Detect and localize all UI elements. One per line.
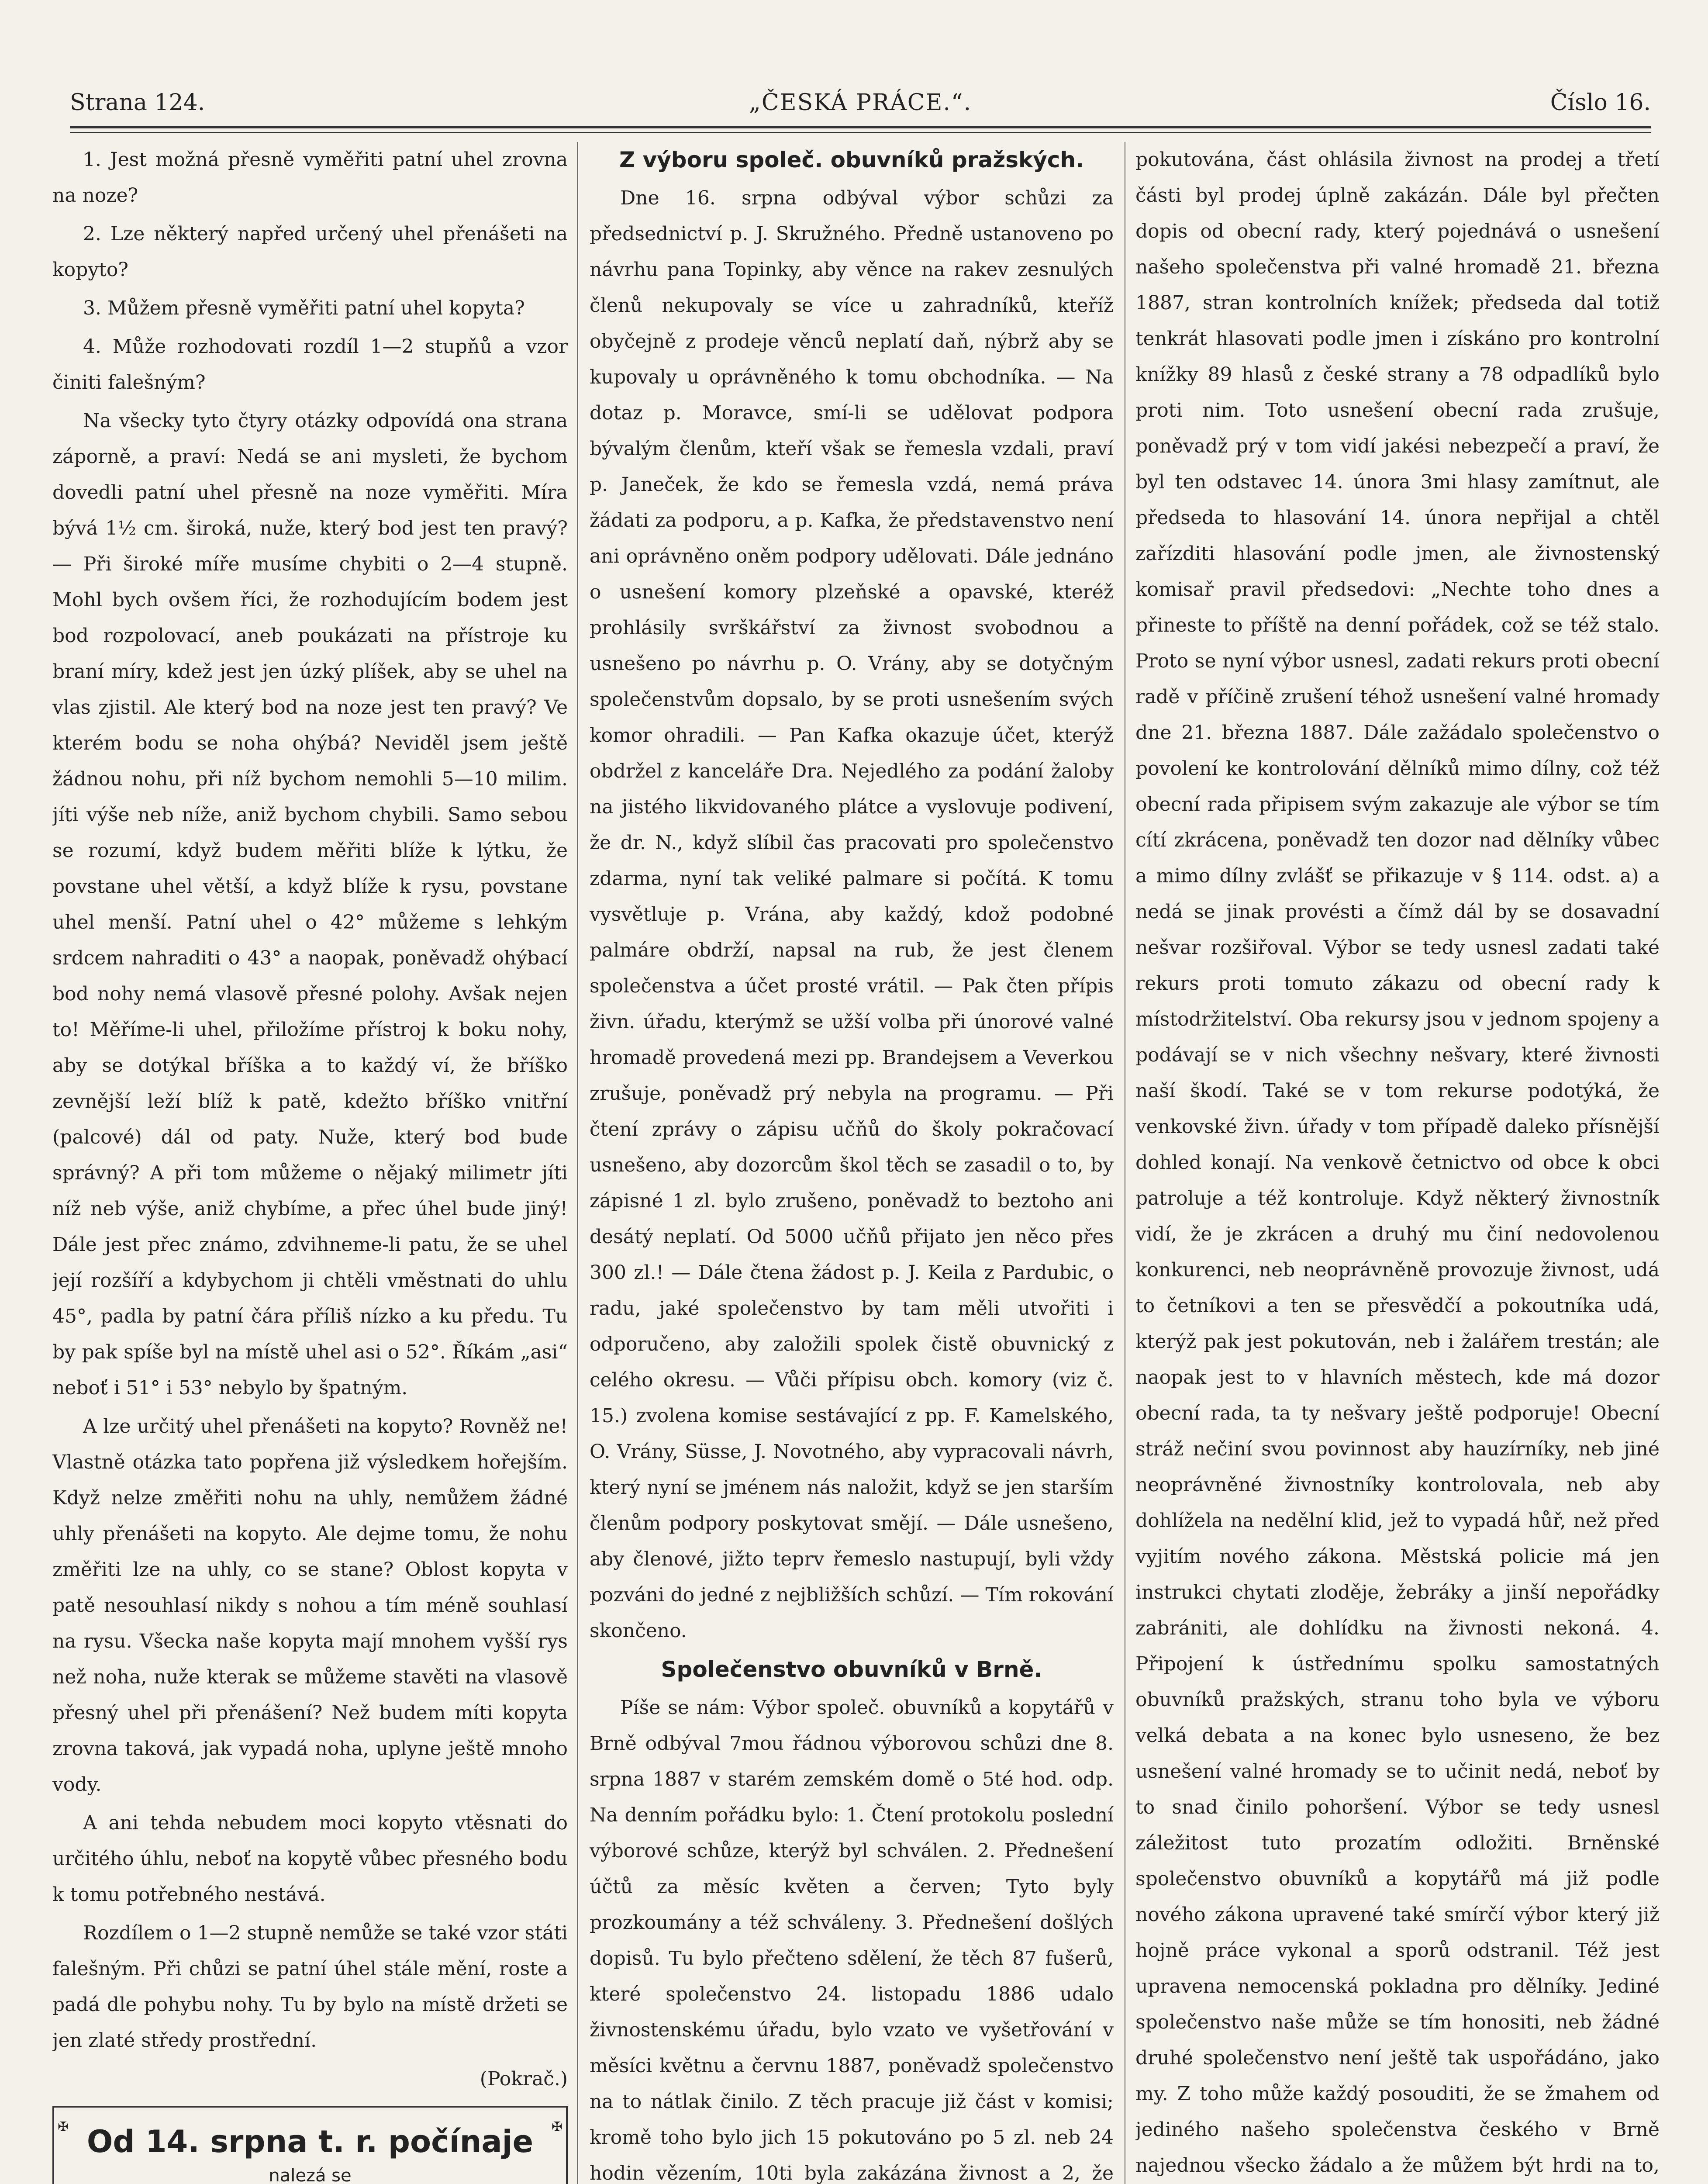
page-header (70, 90, 1651, 124)
page-number: Strana 124. (70, 90, 205, 116)
column-1 (52, 142, 568, 2184)
advertisement-box (52, 2106, 568, 2184)
ad-line: Od 14. srpna t. r. počínaje (86, 2124, 534, 2160)
article-heading: Společenstvo obuvníků v Brně. (661, 1657, 1042, 1682)
column-3 (1135, 142, 1660, 2184)
column-2 (590, 142, 1114, 2184)
question-2: 2. Lze některý napřed určený uhel přenášeti na kopyto? (52, 223, 568, 281)
ornament-icon: ✠ (551, 2119, 562, 2135)
issue-number: Číslo 16. (1550, 90, 1651, 116)
paragraph: Rozdílem o 1—2 stupně nemůže se také vzor státi falešným. Při chůzi se patní úhel stále mění, roste a padá dle pohybu nohy. Tu by bylo na místě držeti se jen zlaté středy prostřední. (52, 1922, 568, 2052)
journal-title: „ČESKÁ PRÁCE.“. (749, 90, 972, 116)
article-heading: Z výboru společ. obuvníků pražských. (619, 147, 1084, 173)
header-rule-thin (70, 132, 1651, 133)
paragraph: Na všecky tyto čtyry otázky odpovídá ona strana záporně, a praví: Nedá se ani mysleti, že bychom dovedli patní uhel přesně na noze vyměřiti. Míra bývá 1½ cm. široká, nuže, který bod jest ten pravý? — Při široké míře musíme chybiti o 2—4 stupně. Mohl bych ovšem říci, že rozhodujícím bodem jest bod rozpolovací, aneb poukázati na přístroje ku braní míry, kdež jest jen úzký plíšek, aby se uhel na vlas zjistil. Ale který bod na noze jest ten pravý? Ve kterém bodu se noha ohýbá? Neviděl jsem ještě žádnou nohu, při níž bychom nemohli 5—10 milim. jíti výše neb níže, aniž bychom chybili. Samo sebou se rozumí, když budem měřiti blíže k lýtku, že povstane uhel větší, a když blíže k rysu, povstane uhel menší. Patní uhel o 42° můžeme s lehkým srdcem nahraditi o 43° a naopak, poněvadž ohýbací bod nohy nemá vlasově přesné polohy. Avšak nejen to! Měříme-li uhel, přiložíme přístroj k boku nohy, aby se dotýkal bříška a to každý ví, že bříško zevnější leží blíž k patě, kdežto bříško vnitřní (palcové) dál od paty. Nuže, který bod bude správný? A při tom můžeme o nějaký milimetr jíti níž neb výše, aniž chybíme, a přec úhel bude jiný! Dále jest přec známo, zdvihneme-li patu, že se uhel její rozšíří a kdybychom ji chtěli vměstnati do uhlu 45°, padla by patní čára příliš nízko a ku předu. Tu by pak spíše byl na místě uhel asi o 52°. Říkám „asi“ neboť i 51° i 53° nebylo by špatným. (52, 410, 568, 1399)
continuation-note: (Pokrač.) (480, 2068, 568, 2090)
ad-line: nalezá se (269, 2166, 352, 2184)
paragraph: Píše se nám: Výbor společ. obuvníků a kopytářů v Brně odbýval 7mou řádnou výborovou schůzi dne 8. srpna 1887 v starém zemském domě o 5té hod. odp. Na denním pořádku bylo: 1. Čtení protokolu poslední výborové schůze, kterýž byl schválen. 2. Přednešení účtů za měsíc květen a červen; Tyto byly prozkoumány a též schváleny. 3. Přednešení došlých dopisů. Tu bylo přečteno sdělení, že těch 87 fušerů, které společenstvo 24. listopadu 1886 udalo živnostenskému úřadu, bylo vzato ve vyšetřování v měsíci květnu a červnu 1887, poněvadž společenstvo na to nátlak činilo. Z těch pracuje již část v komisi; kromě toho bylo jich 15 pokutováno po 5 zl. neb 24 hodin vězením, 10ti byla zakázána živnost a 2, že (590, 1697, 1114, 2184)
paragraph: A ani tehda nebudem moci kopyto vtěsnati do určitého úhlu, neboť na kopytě vůbec přesného bodu k tomu potřebného nestává. (52, 1812, 568, 1906)
paragraph: Dne 16. srpna odbýval výbor schůzi za předsednictví p. J. Skružného. Předně ustanoveno po návrhu pana Topinky, aby věnce na rakev zesnulých členů nekupovaly se více u zahradníků, kteříž obyčejně z prodeje věnců neplatí daň, nýbrž aby se kupovaly u oprávněného k tomu obchodníka. — Na dotaz p. Moravce, smí-li se udělovat podpora bývalým členům, kteří však se řemesla vzdali, praví p. Janeček, že kdo se řemesla vzdá, nemá práva žádati za podporu, a p. Kafka, že představenstvo není ani oprávněno oněm podpory udělovati. Dále jednáno o usnešení komory plzeňské a opavské, kteréž prohlásily svrškářství za živnost svobodnou a usnešeno po návrhu p. O. Vrány, aby se dotyčným společenstvům dopsalo, by se proti usnešením svých komor ohradili. — Pan Kafka okazuje účet, kterýž obdržel z kanceláře Dra. Nejedlého za podání žaloby na jistého likvidovaného plátce a vyslovuje podivení, že dr. N., když slíbil čas pracovati pro společenstvo zdarma, nyní tak veliké palmare si počítá. K tomu vysvětluje p. Vrána, aby každý, kdož podobné palmáre obdrží, napsal na rub, že jest členem společenstva a účet prosté vrátil. — Pak čten přípis živn. úřadu, kterýmž se užší volba při únorové valné hromadě provedená mezi pp. Brandejsem a Veverkou zrušuje, poněvadž prý nebyla na programu. — Při čtení zprávy o zápisu učňů do školy pokračovací usnešeno, aby dozorcům škol těch se zasadil o to, by zápisné 1 zl. bylo zrušeno, poněvadž to beztoho ani desátý neplatí. Od 5000 učňů přijato jen něco přes 300 zl.! — Dále čtena žádost p. J. Keila z Pardubic, o radu, jaké společenstvo by tam měli utvořiti i odporučeno, aby založili spolek čistě obuvnický z celého okresu. — Vůči přípisu obch. komory (viz č. 15.) zvolena komise sestávající z pp. F. Kamelského, O. Vrány, Süsse, J. Novotného, aby vypracovali návrh, který nyní se jménem nás naložit, když se jen starším členům podpory poskytovat smějí. — Dále usnešeno, aby členové, jižto teprv řemeslo nastupují, byli vždy pozváni do jedné z nejbližších schůzí. — Tím rokování skončeno. (590, 187, 1114, 1642)
question-3: 3. Můžem přesně vyměřiti patní uhel kopyta? (83, 297, 525, 319)
header-rule-thick (70, 126, 1651, 128)
paragraph: pokutována, část ohlásila živnost na prodej a třetí části byl prodej úplně zakázán. Dále byl přečten dopis od obecní rady, který pojednává o usnešení našeho společenstva při valné hromadě 21. března 1887, stran kontrolních knížek; předseda dal totiž tenkrát hlasovati podle jmen i získáno pro kontrolní knížky 89 hlasů z české strany a 78 odpadlíků bylo proti nim. Toto usnešení obecní rada zrušuje, poněvadž prý v tom vidí jakési nebezpečí a praví, že byl ten odstavec 14. února 3mi hlasy zamítnut, ale předseda to hlasování 14. února nepřijal a chtěl zařízditi hlasování podle jmen, ale živnostenský komisař pravil předsedovi: „Nechte toho dnes a přineste to příště na denní pořádek, což se též stalo. Proto se nyní výbor usnesl, zadati rekurs proti obecní radě v příčině zrušení téhož usnešení valné hromady dne 21. března 1887. Dále zažádalo společenstvo o povolení ke kontrolování dělníků mimo dílny, což též obecní rada připisem svým zakazuje ale výbor se tím cítí zkrácena, poněvadž ten dozor nad dělníky vůbec a mimo dílny zvlášť se přikazuje v § 114. odst. a) a nedá se jinak provésti a čímž dál by se dosavadní nešvar rozšiřoval. Výbor se tedy usnesl zadati také rekurs proti tomuto zákazu od obecní rady k místodržitelství. Oba rekursy jsou v jednom spojeny a podávají se v nich všechny nešvary, které živnosti naší škodí. Také se v tom rekurse podotýká, že venkovské živn. úřady v tom případě daleko přísnější dohled konají. Na venkově četnictvo od obce k obci patroluje a též kontroluje. Když některý živnostník vidí, že je zkrácen a druhý mu činí nedovolenou konkurenci, neb neoprávněně provozuje živnost, udá to četníkovi a ten se přesvědčí a pokoutníka udá, kterýž pak jest pokutován, neb i žalářem trestán; ale naopak jest to v hlavních městech, kde má dozor obecní rada, ta ty nešvary ještě podporuje! Obecní stráž nečiní svou povinnost aby hauzírníky, neb jiné neoprávněné živnostníky kontrolovala, neb aby dohlížela na nedělní klid, jež to vypadá hůř, než před vyjitím nového zákona. Městská policie má jen instrukci chytati zloděje, žebráky a jinší nepořádky zabrániti, ale dohlídku na živnosti nekoná. 4. Připojení k ústřednímu spolku samostatných obuvníků pražských, stranu toho byla ve výboru velká debata a na konec bylo usneseno, že bez usnešení valné hromady se to učinit nedá, neboť by to snad činilo pohoršení. Výbor se tedy usnesl záležitost tuto prozatím odložiti. Brněnské společenstvo obuvníků a kopytářů má již podle nového zákona upravené také smírčí výbor který již hojně práce vykonal a sporů odstranil. Též jest upravena nemocenská pokladna pro dělníky. Jediné společenstvo naše může se tím honositi, neb žádné druhé společenstvo není ještě tak uspořádáno, jako my. Z toho může každý posouditi, že se žmahem od jediného našeho společenstva českého v Brně najednou všecko žádalo a že můžem být hrdi na to, (1135, 149, 1660, 2177)
question-1: 1. Jest možná přesně vyměřiti patní uhel zrovna na noze? (52, 149, 568, 207)
question-4: 4. Může rozhodovati rozdíl 1—2 stupňů a vzor činiti falešným? (52, 335, 568, 394)
ornament-icon: ✠ (58, 2119, 69, 2135)
column-divider (577, 142, 578, 2184)
paragraph: A lze určitý uhel přenášeti na kopyto? Rovněž ne! Vlastně otázka tato popřena již výsledkem hořejším. Když nelze změřiti nohu na uhly, nemůžem žádné uhly přenášeti na kopyto. Ale dejme tomu, že nohu změřiti lze na uhly, co se stane? Oblost kopyta v patě nesouhlasí nikdy s nohou a tím méně souhlasí na rysu. Všecka naše kopyta mají mnohem vyšší rys než noha, nuže kterak se můžeme stavěti na vlasově přesný uhel při přenášení? Než budem míti kopyta zrovna taková, jak vypadá noha, uplyne ještě mnoho vody. (52, 1415, 568, 1796)
